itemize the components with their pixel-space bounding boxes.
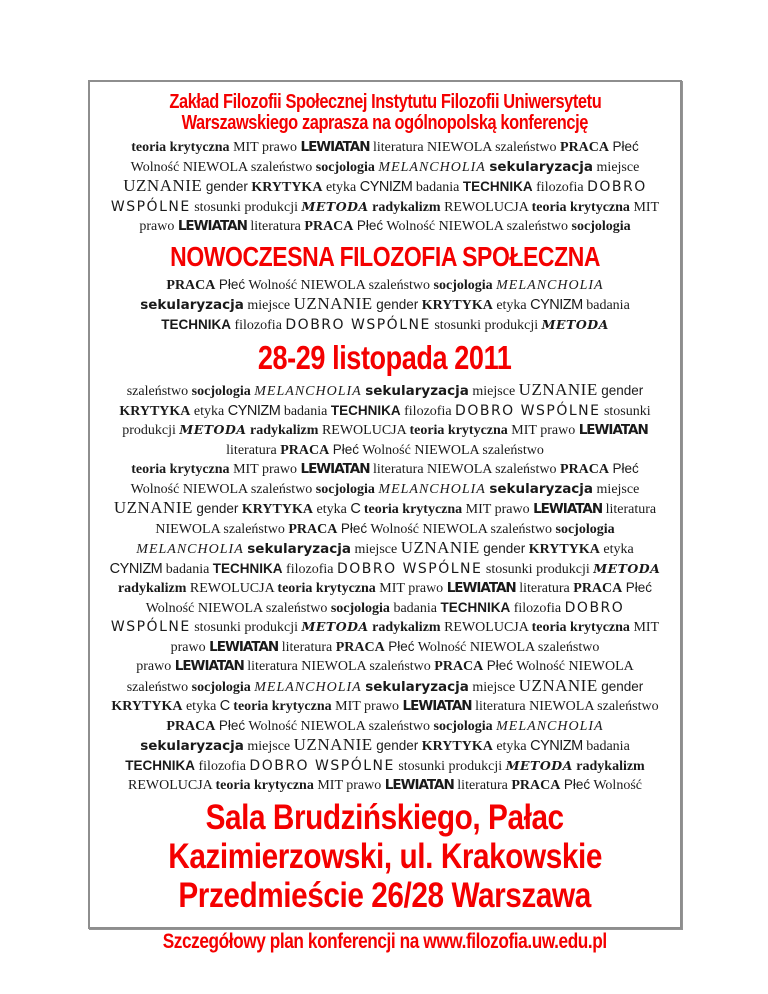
word-cloud-line [102, 599, 668, 619]
keyword: MELANCHOLIA [496, 718, 604, 734]
keyword: miejsce [247, 298, 291, 313]
word-cloud-line [102, 177, 668, 198]
venue-line: Kazimierzowski, ul. Krakowskie [168, 836, 602, 876]
keyword: CYNIZM [109, 560, 163, 577]
keyword: sekularyzacja [365, 383, 469, 399]
keyword: szaleństwo [126, 679, 189, 695]
keyword: filozofia [404, 403, 452, 419]
keyword: MELANCHOLIA [496, 277, 604, 293]
keyword: radykalizm [372, 620, 441, 635]
keyword: Płeć [612, 461, 639, 476]
keyword: socjologia [330, 600, 390, 616]
keyword: KRYTYKA [528, 542, 600, 557]
word-cloud-block-below-date [102, 381, 668, 460]
keyword: Płeć [356, 218, 384, 233]
keyword: TECHNIKA [330, 402, 401, 418]
word-cloud-line [102, 480, 668, 500]
keyword: literatura [226, 442, 277, 458]
conference-title [102, 241, 668, 272]
keyword: MIT prawo [233, 462, 297, 477]
keyword: METODA [301, 198, 369, 214]
keyword: REWOLUCJA [189, 581, 274, 596]
word-cloud-line [102, 421, 668, 441]
word-cloud-line [102, 697, 668, 717]
keyword: DOBRO [587, 179, 647, 195]
organizer-header-line1: Zakład Filozofii Społecznej Instytutu Filozofii Uniwersytetu [169, 91, 601, 113]
keyword: teoria krytyczna [131, 140, 230, 155]
keyword: literatura [605, 502, 657, 517]
keyword: Wolność NIEWOLA szaleństwo [130, 159, 313, 175]
keyword: KRYTYKA [251, 180, 323, 195]
word-cloud-line [102, 717, 668, 737]
keyword: Wolność NIEWOLA szaleństwo [417, 639, 600, 655]
keyword: UZNANIE [400, 538, 480, 557]
keyword: DOBRO WSPÓLNE [336, 560, 483, 577]
keyword: Wolność NIEWOLA szaleństwo [362, 442, 544, 458]
word-cloud-line [102, 638, 668, 658]
keyword: gender [205, 179, 248, 194]
keyword: MIT prawo [335, 699, 400, 714]
keyword: stosunki [603, 403, 651, 419]
venue-line: Sala Brudzińskiego, Pałac [205, 797, 565, 837]
word-cloud-line [102, 295, 668, 316]
keyword: MIT prawo [511, 423, 576, 438]
keyword: PRACA [166, 718, 216, 734]
keyword: DOBRO WSPÓLNE [455, 402, 601, 419]
keyword: gender [196, 501, 239, 516]
keyword: REWOLUCJA [321, 423, 406, 438]
keyword: etyka [325, 180, 357, 195]
venue-line: Przedmieście 26/28 Warszawa [178, 875, 592, 915]
keyword: C [219, 698, 230, 714]
keyword: UZNANIE [123, 176, 203, 195]
keyword: PRACA [560, 140, 610, 155]
keyword: TECHNIKA [161, 316, 231, 332]
word-cloud-line [102, 560, 668, 580]
keyword: Płeć [612, 139, 639, 154]
keyword: etyka [496, 298, 527, 313]
keyword: stosunki produkcji [398, 758, 503, 774]
keyword: DOBRO WSPÓLNE [285, 316, 431, 333]
keyword: MIT prawo [317, 778, 382, 793]
keyword: Wolność [593, 778, 642, 793]
keyword: stosunki produkcji [194, 620, 299, 635]
keyword: REWOLUCJA [444, 620, 529, 635]
keyword: MIT [633, 620, 660, 635]
keyword: radykalizm [576, 758, 645, 774]
keyword: UZNANIE [113, 498, 193, 517]
keyword: teoria krytyczna [409, 423, 508, 438]
website-line [102, 930, 668, 953]
keyword: PRACA [511, 778, 561, 793]
keyword: MELANCHOLIA [378, 159, 486, 175]
word-cloud-line [102, 217, 668, 237]
keyword: UZNANIE [518, 380, 598, 399]
keyword: Płeć [218, 276, 246, 292]
word-cloud-line [102, 677, 668, 698]
keyword: teoria krytyczna [531, 199, 630, 215]
keyword: miejsce [596, 159, 640, 175]
keyword: szaleństwo [126, 384, 189, 399]
keyword: sekularyzacja [489, 480, 594, 497]
keyword: METODA [593, 560, 661, 576]
keyword: filozofia [198, 758, 246, 774]
poster-page [88, 80, 682, 953]
keyword: filozofia [513, 600, 562, 616]
keyword: socjologia [433, 718, 493, 734]
keyword: Wolność NIEWOLA szaleństwo [130, 481, 313, 497]
word-cloud-line [102, 276, 668, 296]
keyword: LEWIATAN [384, 777, 454, 793]
keyword: filozofia [234, 317, 282, 333]
keyword: socjologia [191, 384, 251, 399]
keyword: LEWIATAN [300, 461, 370, 477]
keyword: KRYTYKA [241, 502, 313, 517]
keyword: badania [586, 739, 630, 754]
word-cloud-line [102, 776, 668, 796]
keyword: teoria krytyczna [363, 502, 463, 517]
keyword: badania [586, 298, 630, 313]
keyword: CYNIZM [530, 297, 583, 313]
keyword: METODA [505, 757, 573, 773]
keyword: produkcji [122, 423, 176, 438]
keyword: literatura [281, 639, 333, 655]
keyword: literatura [457, 778, 508, 793]
keyword: KRYTYKA [421, 298, 493, 313]
keyword: MELANCHOLIA [378, 481, 486, 497]
keyword: literatura [250, 219, 301, 234]
keyword: DOBRO WSPÓLNE [249, 757, 395, 774]
word-cloud-line [102, 539, 668, 560]
keyword: PRACA [280, 442, 330, 458]
keyword: Wolność NIEWOLA szaleństwo [248, 277, 431, 293]
word-cloud-line [102, 460, 668, 480]
keyword: radykalizm [117, 581, 187, 596]
keyword: LEWIATAN [300, 139, 370, 155]
keyword: Wolność NIEWOLA [516, 659, 634, 674]
conference-date [102, 338, 668, 377]
keyword: sekularyzacja [140, 738, 244, 754]
keyword: C [350, 501, 361, 517]
word-cloud-line [102, 520, 668, 540]
keyword: etyka [193, 403, 225, 419]
keyword: badania [283, 403, 328, 419]
keyword: literatura NIEWOLA szaleństwo [247, 659, 431, 674]
keyword: literatura NIEWOLA szaleństwo [475, 699, 659, 714]
keyword: etyka [496, 739, 527, 754]
word-cloud-line [102, 579, 668, 599]
keyword: Wolność NIEWOLA szaleństwo [386, 219, 569, 234]
word-cloud-block-top [102, 138, 668, 237]
keyword: literatura NIEWOLA szaleństwo [373, 140, 557, 155]
keyword: filozofia [286, 561, 334, 577]
keyword: literatura NIEWOLA szaleństwo [373, 462, 557, 477]
keyword: badania [415, 180, 460, 195]
conference-title-text: NOWOCZESNA FILOZOFIA SPOŁECZNA [170, 240, 600, 272]
keyword: teoria krytyczna [233, 699, 332, 714]
keyword: etyka [603, 542, 634, 557]
keyword: etyka [185, 699, 217, 714]
keyword: TECHNIKA [212, 560, 283, 576]
keyword: PRACA [288, 521, 338, 537]
keyword: gender [601, 383, 644, 398]
keyword: WSPÓLNE [110, 619, 191, 635]
keyword: Płeć [625, 580, 653, 595]
keyword: socjologia [433, 277, 493, 293]
keyword: LEWIATAN [177, 218, 247, 234]
word-cloud-line [102, 618, 668, 638]
keyword: badania [165, 561, 210, 577]
keyword: prawo [170, 639, 206, 655]
keyword: Płeć [340, 520, 368, 536]
keyword: LEWIATAN [209, 638, 279, 655]
keyword: LEWIATAN [578, 422, 648, 438]
word-cloud-line [102, 138, 668, 158]
keyword: KRYTYKA [421, 739, 493, 754]
word-cloud-line [102, 757, 668, 777]
keyword: PRACA [166, 277, 216, 293]
keyword: socjologia [315, 481, 375, 497]
keyword: PRACA [434, 659, 484, 674]
keyword: METODA [179, 422, 247, 437]
keyword: CYNIZM [227, 402, 281, 419]
keyword: TECHNIKA [440, 599, 511, 615]
keyword: miejsce [247, 739, 291, 754]
word-cloud-line [102, 499, 668, 520]
keyword: Wolność NIEWOLA szaleństwo [370, 521, 552, 537]
conference-date-text: 28-29 listopada 2011 [258, 339, 512, 376]
word-cloud-line [102, 198, 668, 218]
keyword: socjologia [191, 679, 251, 695]
keyword: Płeć [486, 658, 514, 673]
keyword: Płeć [332, 441, 359, 457]
keyword: REWOLUCJA [127, 778, 212, 793]
keyword: PRACA [304, 219, 354, 234]
keyword: sekularyzacja [140, 297, 244, 313]
keyword: MELANCHOLIA [136, 542, 244, 557]
keyword: LEWIATAN [533, 501, 603, 517]
keyword: LEWIATAN [402, 698, 472, 714]
keyword: filozofia [536, 180, 584, 195]
organizer-header-line2: Warszawskiego zaprasza na ogólnopolską konferencję [181, 112, 589, 134]
organizer-header [102, 92, 668, 134]
word-cloud-line [102, 736, 668, 757]
keyword: prawo [136, 659, 172, 674]
keyword: teoria krytyczna [215, 778, 314, 793]
keyword: sekularyzacja [365, 678, 469, 695]
keyword: LEWIATAN [174, 658, 244, 674]
word-cloud-line [102, 316, 668, 336]
keyword: METODA [541, 316, 609, 332]
keyword: UZNANIE [293, 735, 373, 754]
keyword: PRACA [560, 462, 610, 477]
keyword: PRACA [335, 639, 385, 655]
keyword: MELANCHOLIA [254, 679, 362, 695]
keyword: Płeć [388, 638, 415, 654]
keyword: socjologia [571, 219, 631, 234]
word-cloud-block-main [102, 460, 668, 796]
keyword: stosunki produkcji [485, 561, 590, 577]
keyword: miejsce [472, 384, 516, 399]
venue-address [102, 798, 668, 915]
keyword: radykalizm [249, 423, 319, 438]
keyword: Płeć [563, 777, 591, 792]
keyword: DOBRO [564, 599, 625, 616]
keyword: literatura [519, 581, 570, 596]
keyword: TECHNIKA [125, 757, 195, 773]
keyword: teoria krytyczna [531, 620, 630, 635]
keyword: UZNANIE [518, 675, 598, 695]
keyword: LEWIATAN [446, 580, 516, 596]
keyword: PRACA [573, 581, 623, 596]
keyword: socjologia [315, 159, 375, 175]
keyword: MELANCHOLIA [254, 384, 362, 399]
keyword: stosunki produkcji [434, 317, 539, 333]
keyword: miejsce [354, 542, 398, 557]
word-cloud-line [102, 441, 668, 461]
keyword: sekularyzacja [247, 541, 351, 557]
keyword: miejsce [596, 481, 640, 497]
keyword: MIT [633, 199, 660, 215]
keyword: CYNIZM [530, 738, 583, 754]
keyword: badania [393, 600, 437, 616]
keyword: NIEWOLA szaleństwo [155, 521, 285, 537]
keyword: gender [483, 541, 526, 556]
keyword: Wolność NIEWOLA szaleństwo [248, 718, 431, 734]
keyword: teoria krytyczna [277, 581, 376, 596]
keyword: KRYTYKA [119, 403, 191, 419]
keyword: WSPÓLNE [110, 198, 191, 215]
keyword: Wolność NIEWOLA szaleństwo [145, 600, 328, 616]
word-cloud-line [102, 657, 668, 677]
keyword: Płeć [218, 717, 246, 733]
keyword: KRYTYKA [111, 699, 183, 714]
word-cloud-line [102, 381, 668, 402]
word-cloud-line [102, 158, 668, 178]
keyword: MIT prawo [233, 140, 297, 155]
keyword: METODA [301, 619, 369, 634]
keyword: radykalizm [372, 199, 441, 215]
keyword: teoria krytyczna [131, 462, 230, 477]
word-cloud-line [102, 402, 668, 422]
keyword: prawo [139, 219, 175, 234]
keyword: gender [601, 678, 644, 694]
keyword: sekularyzacja [489, 158, 594, 175]
keyword: MIT prawo [379, 581, 444, 596]
keyword: gender [376, 297, 419, 312]
word-cloud-block-mid [102, 276, 668, 336]
keyword: UZNANIE [293, 294, 373, 313]
keyword: miejsce [472, 679, 516, 695]
keyword: REWOLUCJA [444, 199, 529, 215]
keyword: TECHNIKA [462, 179, 533, 194]
keyword: stosunki produkcji [194, 199, 299, 215]
keyword: socjologia [555, 521, 615, 537]
keyword: MIT prawo [465, 502, 530, 517]
keyword: etyka [316, 502, 347, 517]
keyword: CYNIZM [359, 179, 413, 195]
website-line-text: Szczegółowy plan konferencji na www.filozofia.uw.edu.pl [162, 929, 608, 953]
keyword: gender [376, 738, 419, 753]
